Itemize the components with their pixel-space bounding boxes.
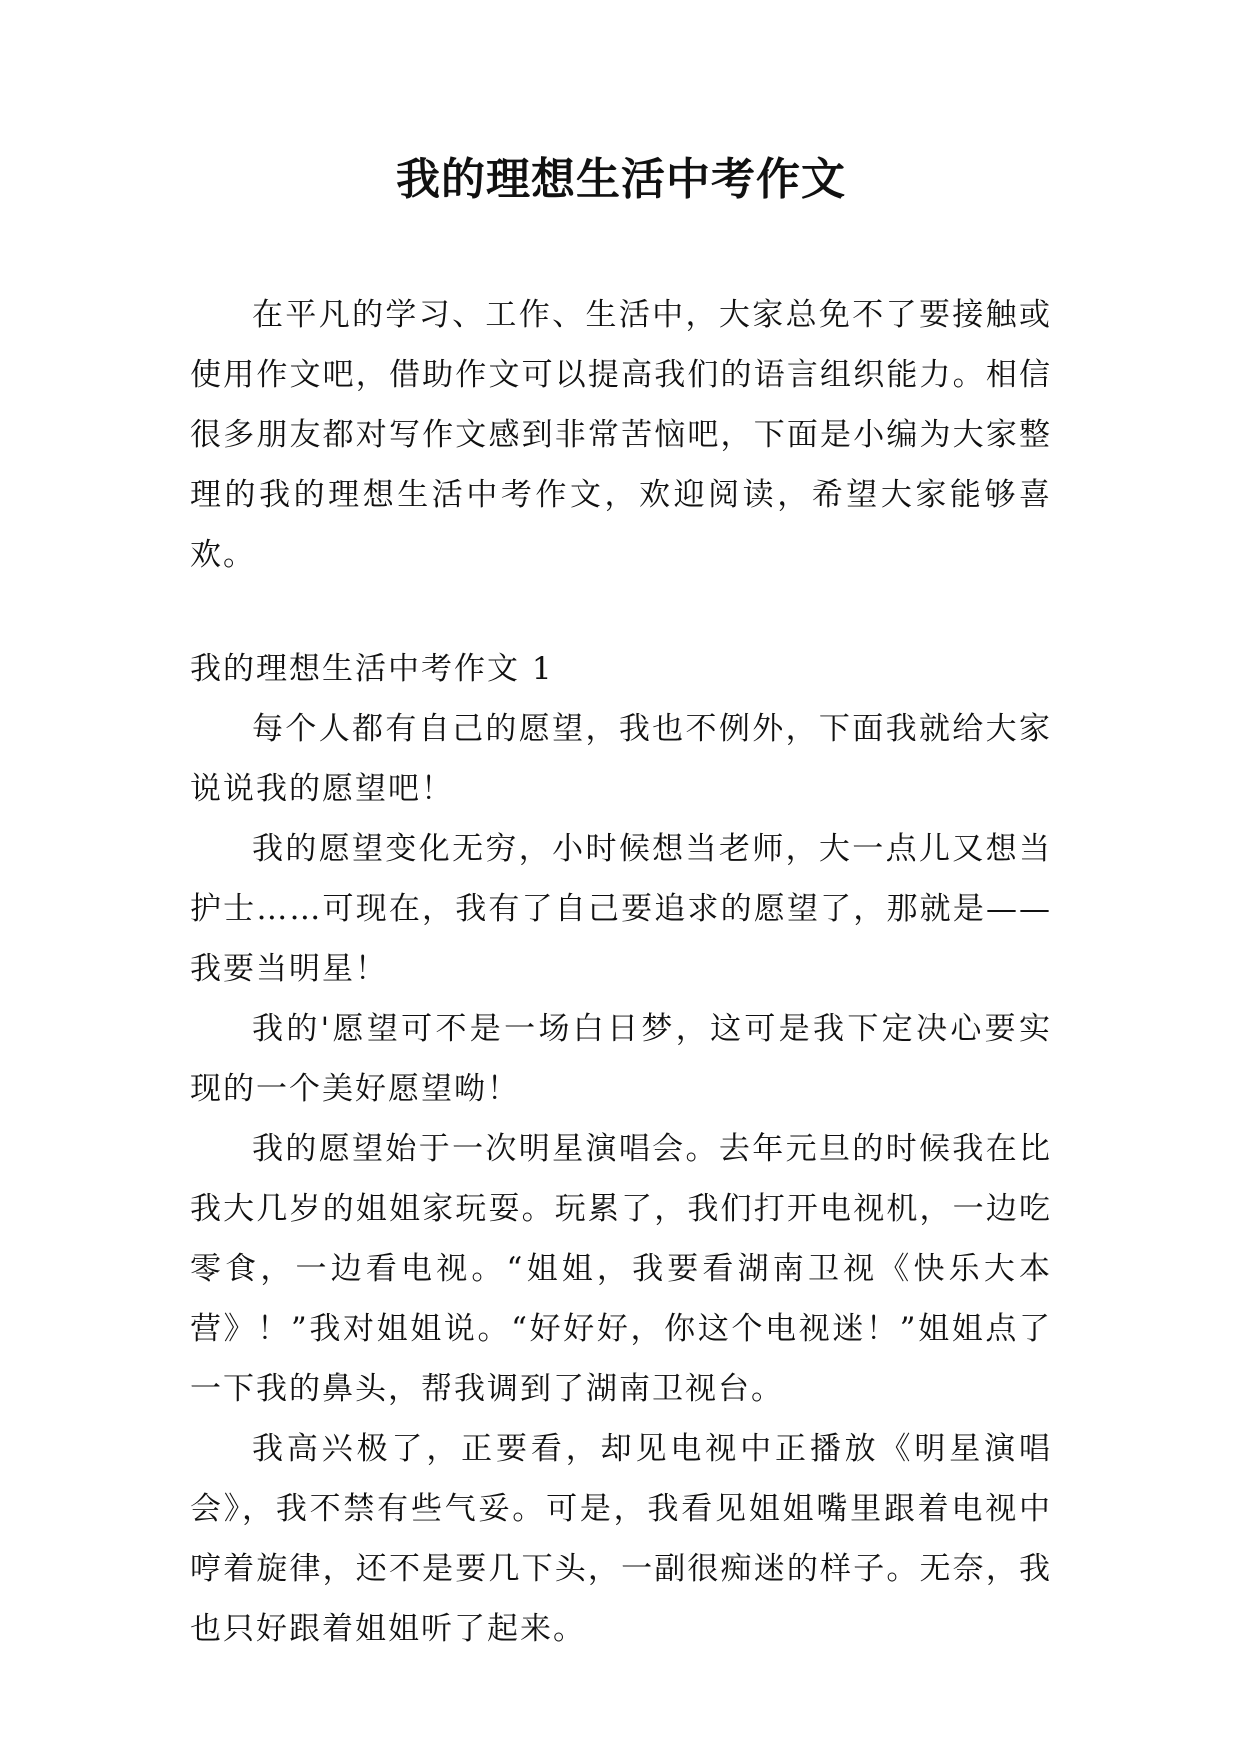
body-paragraph: 我的'愿望可不是一场白日梦，这可是我下定决心要实现的一个美好愿望呦！ bbox=[190, 1011, 1052, 1107]
body-paragraph: 我的愿望变化无穷，小时候想当老师，大一点儿又想当护士……可现在，我有了自己要追求的愿望了，那就是——我要当明星！ bbox=[190, 831, 1052, 987]
section-heading: 我的理想生活中考作文 1 bbox=[190, 651, 554, 687]
body-paragraph: 每个人都有自己的愿望，我也不例外，下面我就给大家说说我的愿望吧！ bbox=[190, 711, 1052, 807]
intro-paragraph: 在平凡的学习、工作、生活中，大家总免不了要接触或使用作文吧，借助作文可以提高我们的语言组织能力。相信很多朋友都对写作文感到非常苦恼吧，下面是小编为大家整理的我的理想生活中考作文，欢迎阅读，希望大家能够喜欢。 bbox=[190, 297, 1052, 573]
body-paragraph: 我的愿望始于一次明星演唱会。去年元旦的时候我在比我大几岁的姐姐家玩耍。玩累了，我们打开电视机，一边吃零食，一边看电视。“姐姐，我要看湖南卫视《快乐大本营》！”我对姐姐说。“好好好，你这个电视迷！”姐姐点了一下我的鼻头，帮我调到了湖南卫视台。 bbox=[190, 1131, 1052, 1407]
document-title: 我的理想生活中考作文 bbox=[396, 154, 846, 205]
document-body bbox=[190, 285, 1052, 1659]
body-paragraph: 我高兴极了，正要看，却见电视中正播放《明星演唱会》，我不禁有些气妥。可是，我看见姐姐嘴里跟着电视中哼着旋律，还不是要几下头，一副很痴迷的样子。无奈，我也只好跟着姐姐听了起来。 bbox=[190, 1431, 1052, 1647]
